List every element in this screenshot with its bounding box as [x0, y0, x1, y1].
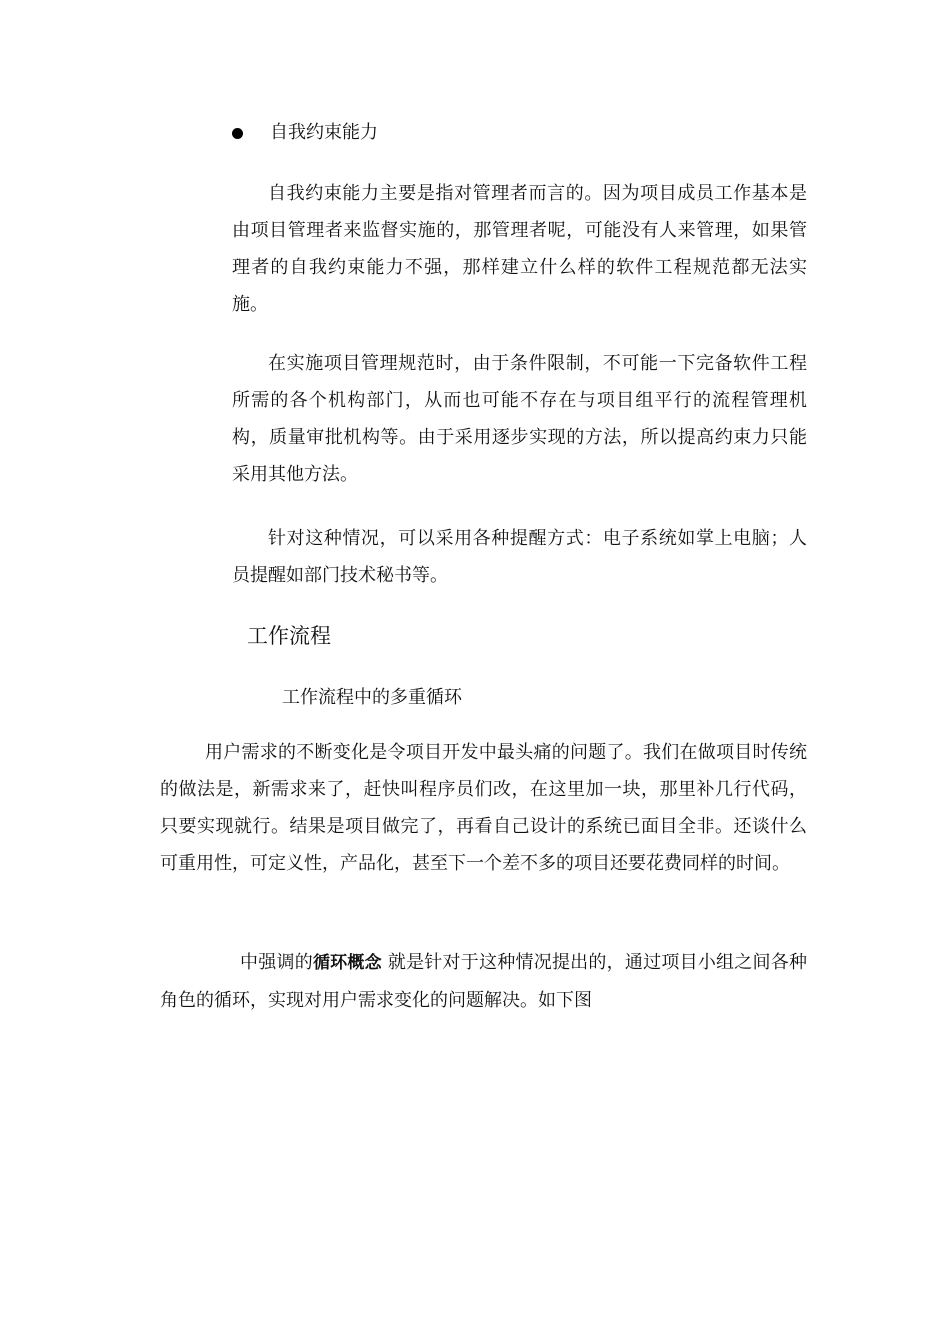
- paragraph-loop-text-after: 就是针对于这种情况提出的，通过项目小组之间各种角色的循环，实现对用户需求变化的问题解决。如下图: [160, 952, 807, 1011]
- paragraph-reminders: 针对这种情况，可以采用各种提醒方式：电子系统如掌上电脑；人员提醒如部门技术秘书等。: [232, 528, 807, 586]
- loop-concept-term: 循环概念: [312, 953, 382, 973]
- paragraph-requirements-change: 用户需求的不断变化是令项目开发中最头痛的问题了。我们在做项目时传统的做法是，新需求来了，赶快叫程序员们改，在这里加一块，那里补几行代码，只要实现就行。结果是项目做完了，再看自己设计的系统已面目全非。还谈什么可重用性，可定义性，产品化，甚至下一个差不多的项目还要花费同样的时间。: [160, 742, 807, 874]
- paragraph-implementation: 在实施项目管理规范时，由于条件限制，不可能一下完备软件工程所需的各个机构部门，从而也可能不存在与项目组平行的流程管理机构，质量审批机构等。由于采用逐步实现的方法，所以提高约束力只能采用其他方法。: [232, 353, 807, 485]
- section-heading: 工作流程: [247, 624, 331, 648]
- paragraph-loop-text-before: 中强调的: [240, 952, 313, 973]
- bullet-dot-icon: [232, 128, 243, 139]
- bullet-label: 自我约束能力: [270, 122, 378, 143]
- subsection-heading: 工作流程中的多重循环: [282, 687, 462, 708]
- paragraph-loop-concept: [160, 944, 807, 1019]
- bullet-item: [232, 118, 378, 148]
- paragraph-self-constraint: 自我约束能力主要是指对管理者而言的。因为项目成员工作基本是由项目管理者来监督实施的，那管理者呢，可能没有人来管理，如果管理者的自我约束能力不强，那样建立什么样的软件工程规范都无法实施。: [232, 183, 807, 315]
